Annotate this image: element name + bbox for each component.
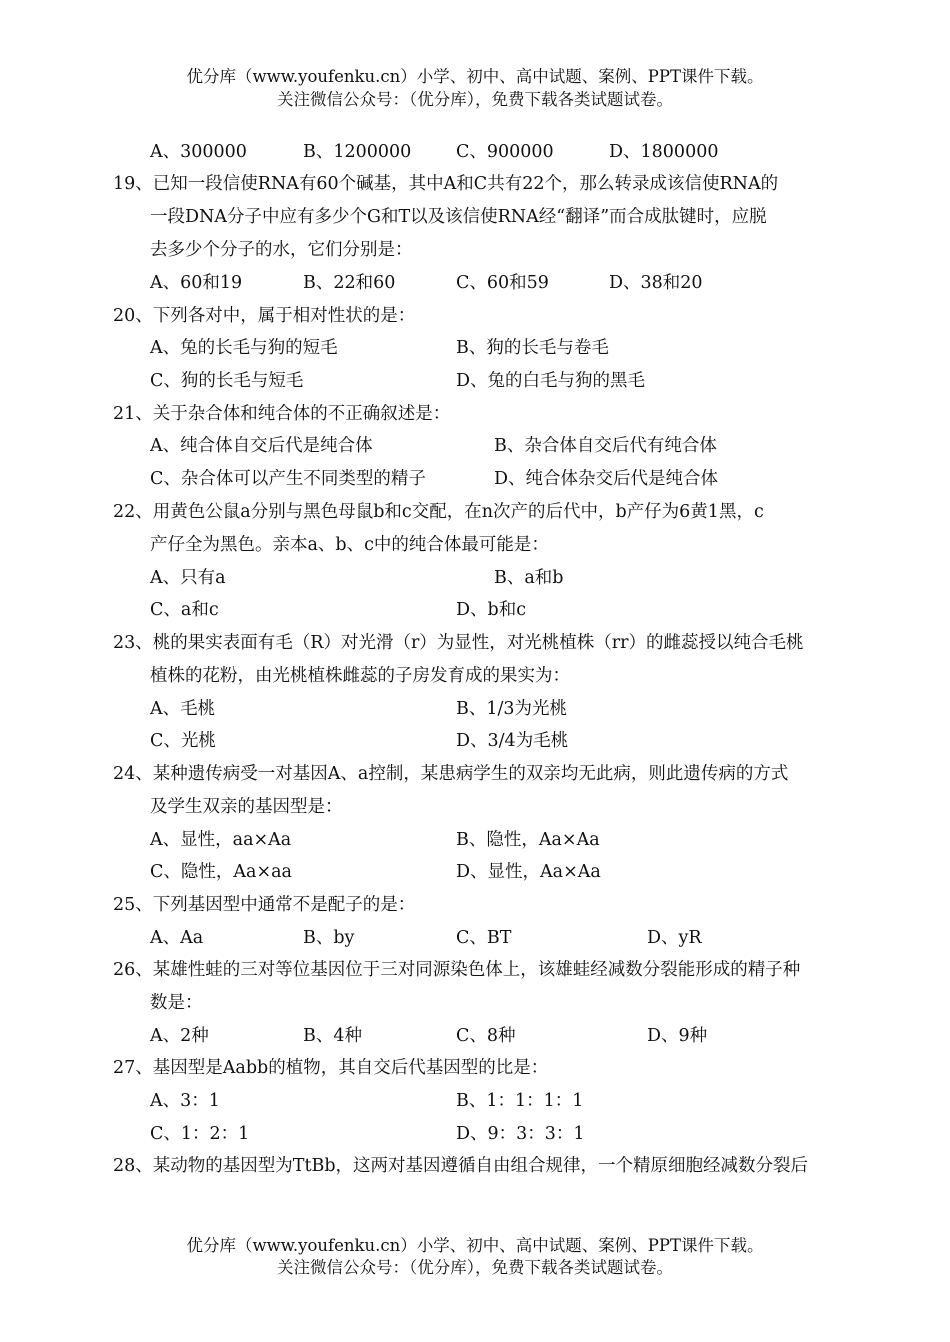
- q24-stem-line-1: 24、某种遗传病受一对基因A、a控制，某患病学生的双亲均无此病，则此遗传病的方式: [113, 764, 789, 784]
- q20-option-b: B、狗的长毛与卷毛: [456, 338, 609, 358]
- q18-option-c: C、900000: [456, 142, 554, 162]
- q21-option-c: C、杂合体可以产生不同类型的精子: [150, 469, 426, 489]
- q24-option-b: B、隐性，Aa×Aa: [456, 830, 600, 850]
- q25-option-a: A、Aa: [150, 928, 204, 948]
- q27-stem: 27、基因型是Aabb的植物，其自交后代基因型的比是：: [113, 1058, 549, 1078]
- q18-option-b: B、1200000: [303, 142, 412, 162]
- q23-option-c: C、光桃: [150, 731, 216, 751]
- q23-stem-line-2: 植株的花粉，由光桃植株雌蕊的子房发育成的果实为：: [150, 666, 570, 686]
- q27-option-a: A、3：1: [150, 1091, 220, 1111]
- q19-option-b: B、22和60: [303, 273, 396, 293]
- q27-option-b: B、1：1：1：1: [456, 1091, 584, 1111]
- q19-stem-line-3: 去多少个分子的水，它们分别是：: [150, 240, 413, 260]
- q18-option-a: A、300000: [150, 142, 247, 162]
- q19-option-d: D、38和20: [609, 273, 703, 293]
- q26-option-d: D、9种: [647, 1026, 708, 1046]
- q19-stem-line-2: 一段DNA分子中应有多少个G和T以及该信使RNA经“翻译”而合成肽键时，应脱: [150, 207, 767, 227]
- q23-option-d: D、3/4为毛桃: [456, 731, 569, 751]
- q24-option-d: D、显性，Aa×Aa: [456, 862, 601, 882]
- q20-option-d: D、兔的白毛与狗的黑毛: [456, 371, 646, 391]
- q22-stem-line-2: 产仔全为黑色。亲本a、b、c中的纯合体最可能是：: [150, 535, 549, 555]
- q19-stem-line-1: 19、已知一段信使RNA有60个碱基，其中A和C共有22个，那么转录成该信使RNA的: [113, 174, 779, 194]
- q20-option-a: A、兔的长毛与狗的短毛: [150, 338, 338, 358]
- q23-option-a: A、毛桃: [150, 699, 216, 719]
- q21-option-d: D、纯合体杂交后代是纯合体: [494, 469, 719, 489]
- q21-option-b: B、杂合体自交后代有纯合体: [494, 436, 717, 456]
- q26-option-a: A、2种: [150, 1026, 209, 1046]
- q25-stem: 25、下列基因型中通常不是配子的是：: [113, 895, 416, 915]
- q25-option-b: B、by: [303, 928, 355, 948]
- q19-option-a: A、60和19: [150, 273, 243, 293]
- q26-option-b: B、4种: [303, 1026, 362, 1046]
- page-header-line-1: 优分库（www.youfenku.cn）小学、初中、高中试题、案例、PPT课件下载。: [186, 67, 764, 86]
- q20-option-c: C、狗的长毛与短毛: [150, 371, 304, 391]
- q27-option-c: C、1：2：1: [150, 1124, 250, 1144]
- q18-option-d: D、1800000: [609, 142, 719, 162]
- q23-stem-line-1: 23、桃的果实表面有毛（R）对光滑（r）为显性，对光桃植株（rr）的雌蕊授以纯合毛桃: [113, 633, 804, 653]
- q22-stem-line-1: 22、用黄色公鼠a分别与黑色母鼠b和c交配，在n次产的后代中，b产仔为6黄1黑，c: [113, 502, 764, 522]
- q24-option-c: C、隐性，Aa×aa: [150, 862, 292, 882]
- q19-option-c: C、60和59: [456, 273, 549, 293]
- q26-stem-line-2: 数是：: [150, 993, 203, 1013]
- page-header-line-2: 关注微信公众号：（优分库），免费下载各类试题试卷。: [277, 90, 673, 109]
- q24-stem-line-2: 及学生双亲的基因型是：: [150, 797, 343, 817]
- page-footer-line-2: 关注微信公众号：（优分库），免费下载各类试题试卷。: [277, 1258, 673, 1277]
- q26-stem-line-1: 26、某雄性蛙的三对等位基因位于三对同源染色体上，该雄蛙经减数分裂能形成的精子种: [113, 960, 801, 980]
- q25-option-d: D、yR: [647, 928, 702, 948]
- q25-option-c: C、BT: [456, 928, 512, 948]
- q22-option-d: D、b和c: [456, 600, 527, 620]
- q20-stem: 20、下列各对中，属于相对性状的是：: [113, 306, 416, 326]
- q24-option-a: A、显性，aa×Aa: [150, 830, 292, 850]
- q23-option-b: B、1/3为光桃: [456, 699, 568, 719]
- q22-option-b: B、a和b: [494, 568, 564, 588]
- q22-option-a: A、只有a: [150, 568, 226, 588]
- page-footer-line-1: 优分库（www.youfenku.cn）小学、初中、高中试题、案例、PPT课件下载。: [186, 1236, 764, 1255]
- q21-option-a: A、纯合体自交后代是纯合体: [150, 436, 373, 456]
- q26-option-c: C、8种: [456, 1026, 516, 1046]
- q21-stem: 21、关于杂合体和纯合体的不正确叙述是：: [113, 404, 451, 424]
- q27-option-d: D、9：3：3：1: [456, 1124, 585, 1144]
- q28-stem-line-1: 28、某动物的基因型为TtBb，这两对基因遵循自由组合规律，一个精原细胞经减数分裂后: [113, 1156, 809, 1176]
- q22-option-c: C、a和c: [150, 600, 219, 620]
